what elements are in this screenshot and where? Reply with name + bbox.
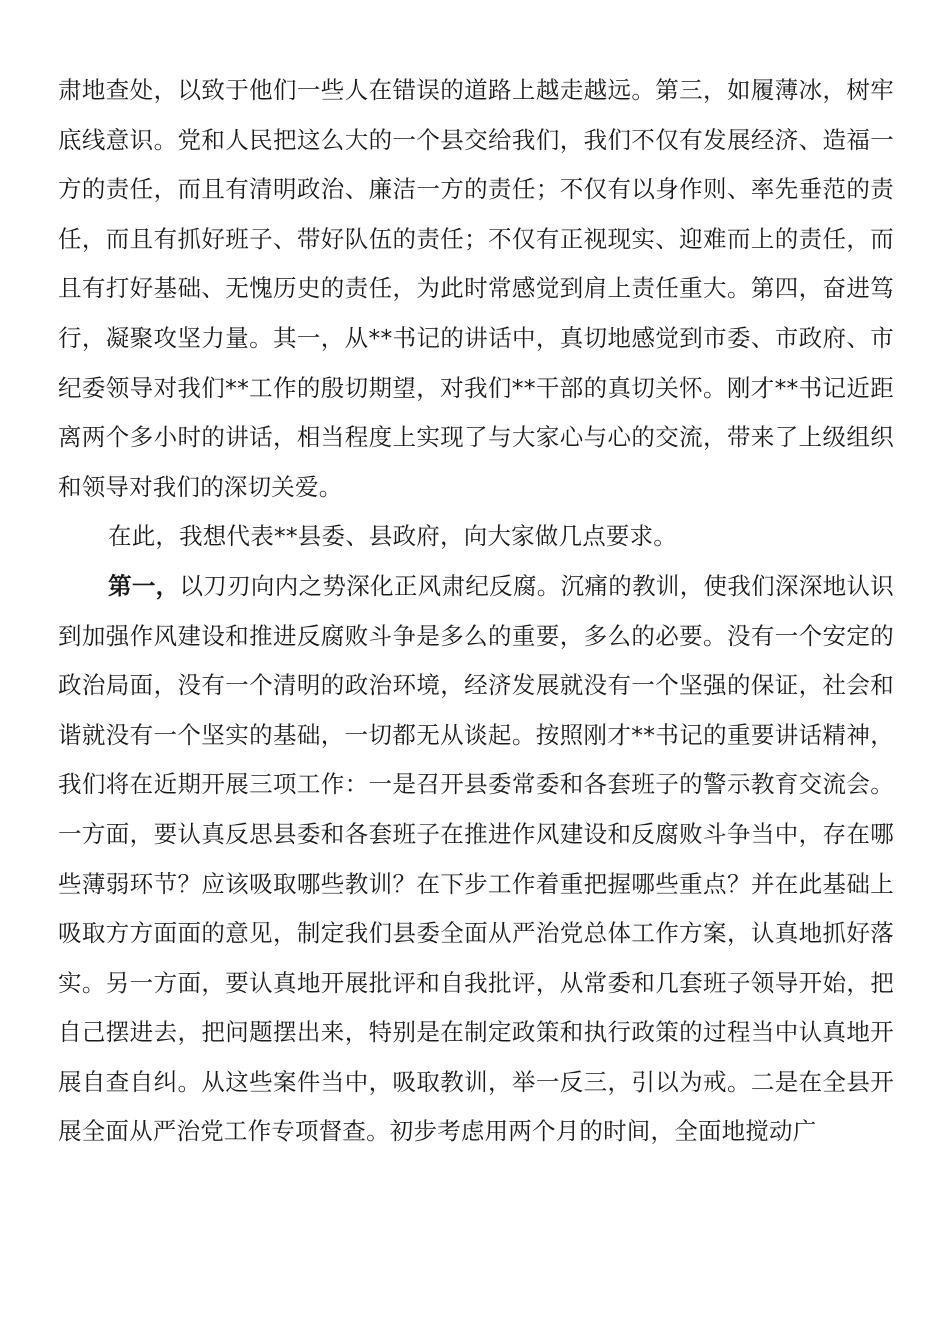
paragraph-3-lead: 第一，	[108, 571, 180, 600]
paragraph-1-text: 肃地查处，以致于他们一些人在错误的道路上越走越远。第三，如履薄冰，树牢底线意识。党和人民把这么大的一个县交给我们，我们不仅有发展经济、造福一方的责任，而且有清明政治、廉洁一方的责任；不仅有以身作则、率先垂范的责任，而且有抓好班子、带好队伍的责任；不仅有正视现实、迎难而上的责任，而且有打好基础、无愧历史的责任，为此时常感觉到肩上责任重大。第四，奋进笃行，凝聚攻坚力量。其一，从**书记的讲话中，真切地感觉到市委、市政府、市纪委领导对我们**工作的殷切期望，对我们**干部的真切关怀。刚才**书记近距离两个多小时的讲话，相当程度上实现了与大家心与心的交流，带来了上级组织和领导对我们的深切关爱。	[58, 76, 894, 501]
paragraph-2	[58, 512, 894, 562]
document-page	[58, 66, 894, 1157]
paragraph-3	[58, 562, 894, 1157]
paragraph-1	[58, 66, 894, 512]
paragraph-3-text: 以刀刃向内之势深化正风肃纪反腐。沉痛的教训，使我们深深地认识到加强作风建设和推进反腐败斗争是多么的重要，多么的必要。没有一个安定的政治局面，没有一个清明的政治环境，经济发展就没有一个坚强的保证，社会和谐就没有一个坚实的基础，一切都无从谈起。按照刚才**书记的重要讲话精神，我们将在近期开展三项工作：一是召开县委常委和各套班子的警示教育交流会。一方面，要认真反思县委和各套班子在推进作风建设和反腐败斗争当中，存在哪些薄弱环节？应该吸取哪些教训？在下步工作着重把握哪些重点？并在此基础上吸取方方面面的意见，制定我们县委全面从严治党总体工作方案，认真地抓好落实。另一方面，要认真地开展批评和自我批评，从常委和几套班子领导开始，把自己摆进去，把问题摆出来，特别是在制定政策和执行政策的过程当中认真地开展自查自纠。从这些案件当中，吸取教训，举一反三，引以为戒。二是在全县开展全面从严治党工作专项督查。初步考虑用两个月的时间，全面地搅动广	[58, 571, 894, 1146]
paragraph-2-text: 在此，我想代表**县委、县政府，向大家做几点要求。	[108, 522, 677, 551]
